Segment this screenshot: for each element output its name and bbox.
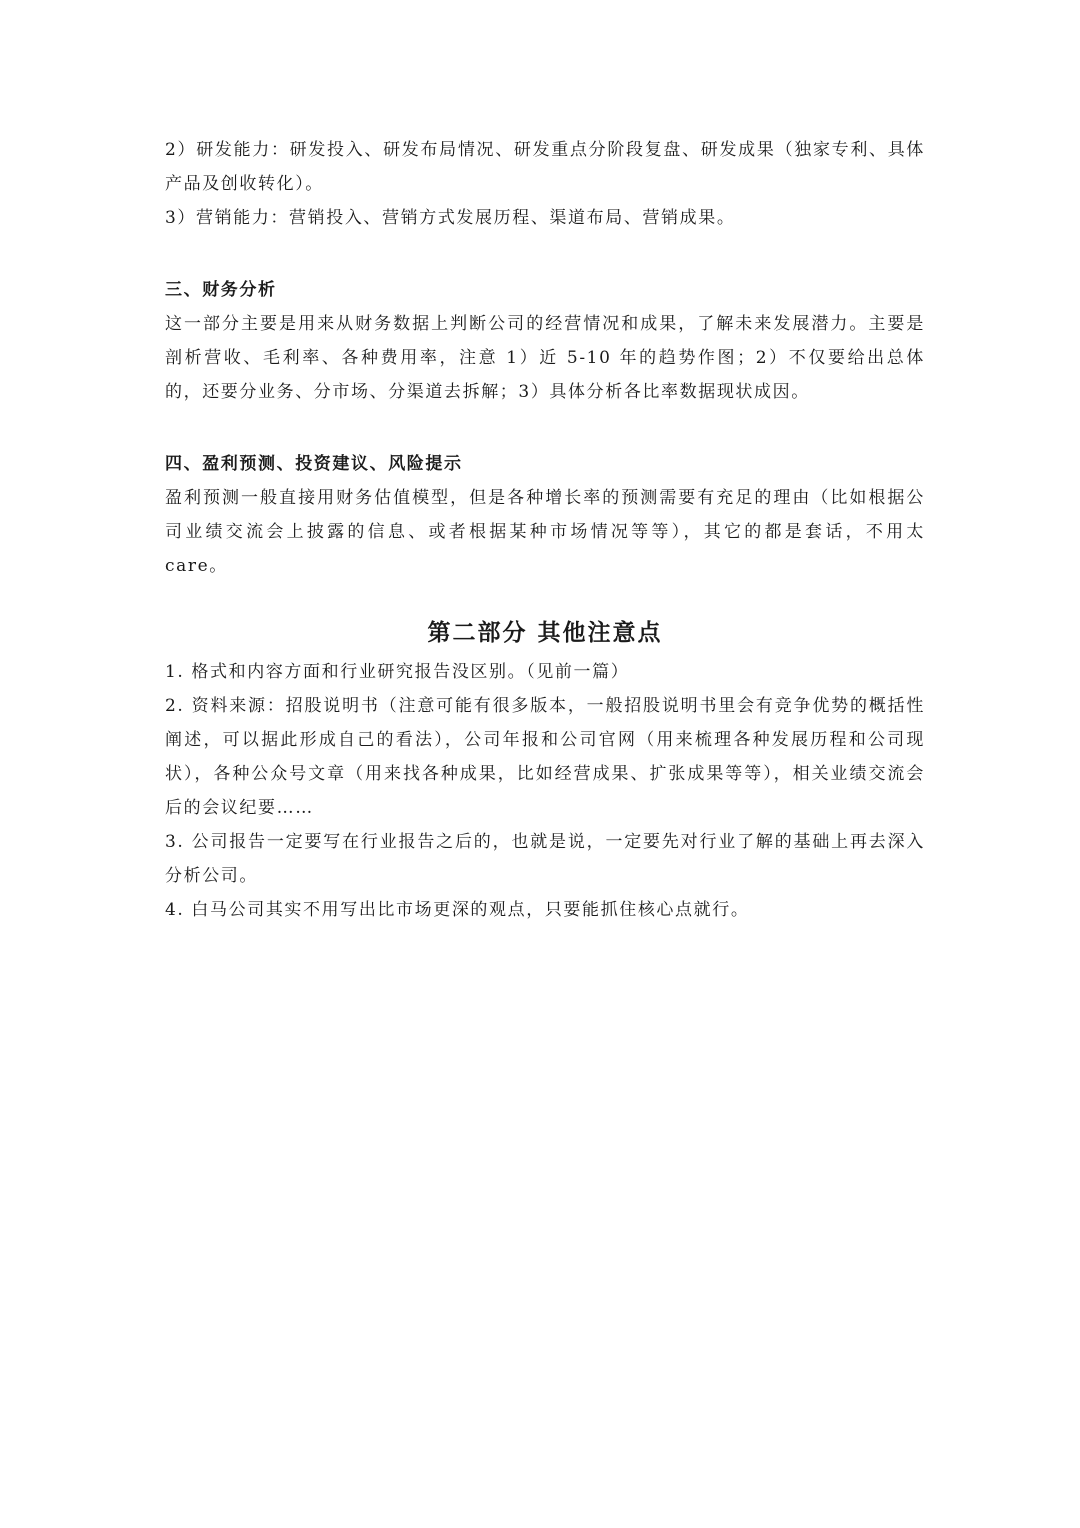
note-item-2: 2. 资料来源：招股说明书（注意可能有很多版本，一般招股说明书里会有竞争优势的概括性阐述，可以据此形成自己的看法），公司年报和公司官网（用来梳理各种发展历程和公司现状），各种公众号文章（用来找各种成果，比如经营成果、扩张成果等等），相关业绩交流会后的会议纪要…… xyxy=(165,696,925,818)
part-two-title: 第二部分 其他注意点 xyxy=(427,619,663,646)
rd-capability-item: 2）研发能力：研发投入、研发布局情况、研发重点分阶段复盘、研发成果（独家专利、具体产品及创收转化）。 xyxy=(165,140,925,194)
marketing-capability-item: 3）营销能力：营销投入、营销方式发展历程、渠道布局、营销成果。 xyxy=(165,208,736,228)
section-body-financial-analysis: 这一部分主要是用来从财务数据上判断公司的经营情况和成果，了解未来发展潜力。主要是剖析营收、毛利率、各种费用率，注意 1）近 5-10 年的趋势作图；2）不仅要给出总体的，还要分业务、分市场、分渠道去拆解；3）具体分析各比率数据现状成因。 xyxy=(165,314,925,402)
section-heading-financial-analysis: 三、财务分析 xyxy=(165,280,277,300)
document-body xyxy=(165,133,925,927)
note-item-4: 4. 白马公司其实不用写出比市场更深的观点，只要能抓住核心点就行。 xyxy=(165,900,750,920)
note-item-1: 1. 格式和内容方面和行业研究报告没区别。（见前一篇） xyxy=(165,662,630,682)
spacer xyxy=(165,235,925,273)
spacer xyxy=(165,583,925,611)
section-heading-forecast: 四、盈利预测、投资建议、风险提示 xyxy=(165,454,463,474)
section-body-forecast: 盈利预测一般直接用财务估值模型，但是各种增长率的预测需要有充足的理由（比如根据公司业绩交流会上披露的信息、或者根据某种市场情况等等），其它的都是套话，不用太 care。 xyxy=(165,488,925,576)
spacer xyxy=(165,409,925,447)
note-item-3: 3. 公司报告一定要写在行业报告之后的，也就是说，一定要先对行业了解的基础上再去深入分析公司。 xyxy=(165,832,925,886)
